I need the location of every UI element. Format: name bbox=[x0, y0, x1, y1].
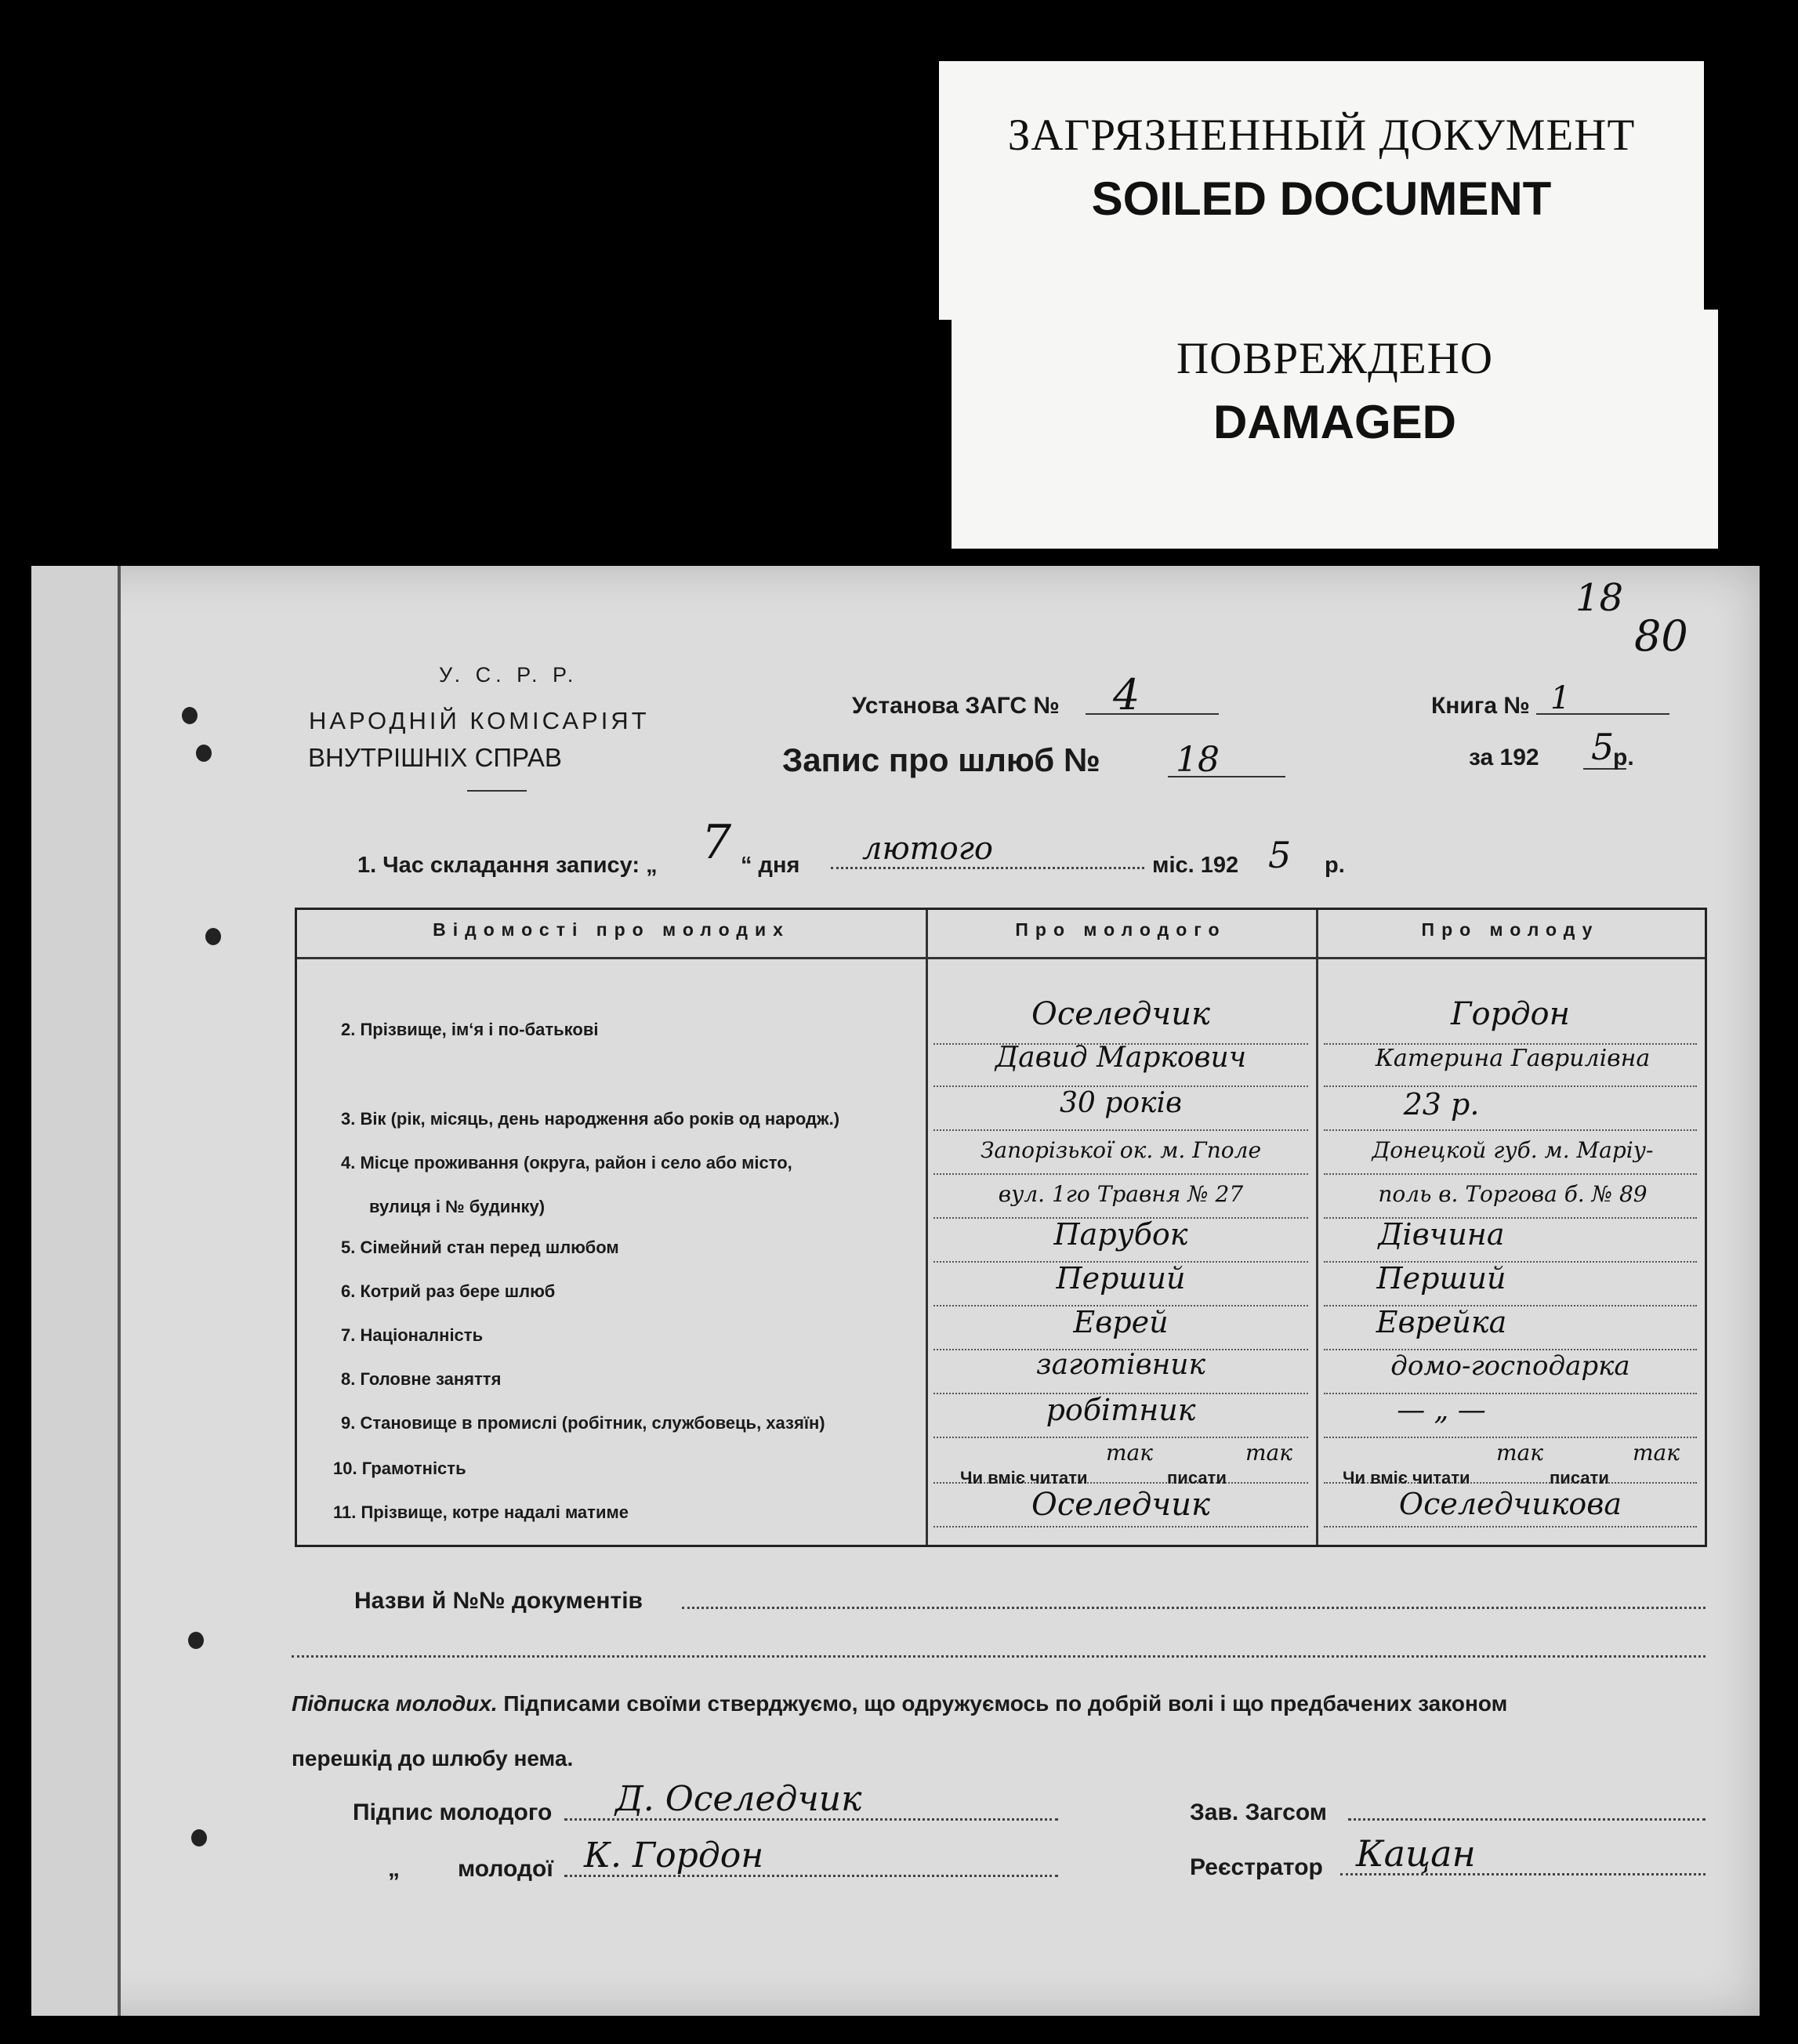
office-number-line bbox=[1086, 713, 1219, 715]
binding-hole bbox=[182, 707, 198, 724]
time-day-suffix: “ дня bbox=[741, 853, 800, 878]
bride-nationality: Еврейка bbox=[1376, 1305, 1507, 1339]
row-label-future-surname: 11. Прізвище, котре надалі матиме bbox=[333, 1502, 629, 1522]
pledge-block bbox=[292, 1691, 1707, 1716]
bride-signature-prefix: „ bbox=[388, 1856, 400, 1882]
book-number: 1 bbox=[1550, 680, 1571, 716]
soiled-label-en: SOILED DOCUMENT bbox=[1091, 172, 1552, 225]
time-day: 7 bbox=[701, 815, 732, 870]
groom-signature: Д. Оселедчик bbox=[615, 1779, 862, 1819]
binding-hole bbox=[188, 1632, 204, 1649]
bride-signature-label: молодої bbox=[458, 1856, 553, 1882]
row-label-position: 9. Становище в промислі (робітник, службовець, хазяїн) bbox=[341, 1413, 825, 1433]
year-suffix: р. bbox=[1613, 745, 1634, 770]
soiled-document-sticker bbox=[939, 61, 1704, 320]
record-number-line bbox=[1168, 776, 1285, 777]
groom-position: робітник bbox=[1046, 1393, 1196, 1427]
republic-abbrev: У. С. Р. Р. bbox=[439, 663, 578, 687]
groom-given-name: Давид Маркович bbox=[995, 1042, 1247, 1074]
documents-label: Назви й №№ документів bbox=[354, 1588, 643, 1614]
row-line bbox=[933, 1173, 1308, 1175]
book-number-line bbox=[1536, 713, 1669, 715]
groom-occupation: заготівник bbox=[1036, 1349, 1205, 1381]
groom-write-value: так bbox=[1245, 1440, 1292, 1466]
bride-future-surname: Оселедчикова bbox=[1398, 1487, 1622, 1521]
row-line bbox=[933, 1437, 1308, 1438]
groom-residence-1: Запорізької ок. м. Гполе bbox=[980, 1137, 1262, 1163]
groom-signature-line bbox=[564, 1818, 1058, 1821]
bride-read-label: Чи вміє читати bbox=[1343, 1468, 1470, 1488]
damaged-label-ru: ПОВРЕЖДЕНО bbox=[1176, 334, 1493, 383]
bride-read-value: так bbox=[1496, 1440, 1543, 1466]
bride-given-name: Катерина Гаврилівна bbox=[1375, 1045, 1651, 1072]
soiled-label-ru: ЗАГРЯЗНЕННЫЙ ДОКУМЕНТ bbox=[1007, 111, 1636, 160]
time-suffix: р. bbox=[1325, 853, 1345, 878]
documents-line-2 bbox=[292, 1655, 1706, 1658]
time-month-line bbox=[831, 867, 1144, 869]
row-label-marriage-count: 6. Котрий раз бере шлюб bbox=[341, 1281, 556, 1301]
groom-write-label: писати bbox=[1167, 1468, 1227, 1488]
groom-nationality: Еврей bbox=[1073, 1305, 1169, 1339]
bride-write-label: писати bbox=[1550, 1468, 1609, 1488]
groom-future-surname: Оселедчик bbox=[1031, 1487, 1210, 1523]
groom-surname: Оселедчик bbox=[1031, 996, 1210, 1032]
registrar-signature: Кацан bbox=[1356, 1832, 1476, 1875]
column-header-groom: Про молодого bbox=[1015, 919, 1227, 940]
bride-residence-2: поль в. Торгова б. № 89 bbox=[1378, 1181, 1648, 1207]
folio-number: 18 bbox=[1575, 576, 1624, 620]
record-title: Запис про шлюб № bbox=[782, 741, 1100, 778]
time-year: 5 bbox=[1268, 834, 1292, 876]
bride-occupation: домо-господарка bbox=[1390, 1350, 1630, 1382]
time-month-suffix: міс. 192 bbox=[1152, 853, 1239, 878]
pledge-text-2: перешкід до шлюбу нема. bbox=[292, 1746, 574, 1770]
groom-marital-status: Парубок bbox=[1053, 1217, 1188, 1252]
row-label-status: 5. Сімейний стан перед шлюбом bbox=[341, 1238, 619, 1257]
row-label-age: 3. Вік (рік, місяць, день народження або років од народж.) bbox=[341, 1109, 840, 1129]
binding-hole bbox=[191, 1829, 207, 1846]
damaged-document-sticker bbox=[952, 310, 1718, 549]
binding-strip bbox=[31, 566, 121, 2016]
office-number: 4 bbox=[1113, 670, 1140, 719]
row-line bbox=[1324, 1173, 1697, 1175]
year-value: 5 bbox=[1591, 726, 1615, 768]
groom-age: 30 років bbox=[1060, 1087, 1182, 1119]
spouses-table bbox=[295, 908, 1707, 1547]
groom-read-value: так bbox=[1106, 1440, 1153, 1466]
bride-signature-line bbox=[564, 1875, 1058, 1877]
commissariat-line1: НАРОДНІЙ КОМІСАРІЯТ bbox=[309, 707, 650, 734]
book-label: Книга № bbox=[1431, 693, 1530, 719]
binding-hole bbox=[196, 745, 212, 762]
row-label-name: 2. Прізвище, ім‘я і по-батькові bbox=[341, 1020, 599, 1039]
record-number: 18 bbox=[1176, 740, 1220, 780]
column-divider bbox=[926, 910, 928, 1545]
zags-head-line bbox=[1348, 1818, 1706, 1821]
office-label: Установа ЗАГС № bbox=[852, 693, 1060, 719]
groom-marriage-count: Перший bbox=[1056, 1261, 1186, 1296]
bride-age: 23 р. bbox=[1403, 1087, 1480, 1122]
registrar-label: Реєстратор bbox=[1190, 1854, 1323, 1880]
row-line bbox=[933, 1526, 1308, 1528]
zags-head-label: Зав. Загсом bbox=[1190, 1799, 1327, 1825]
groom-residence-2: вул. 1го Травня № 27 bbox=[998, 1181, 1244, 1207]
row-label-residence-2: вулиця і № будинку) bbox=[369, 1197, 546, 1216]
bride-marriage-count: Перший bbox=[1376, 1261, 1506, 1296]
pledge-text: Підписами своїми стверджуємо, що одружуємось по добрій волі і що предбачених законом bbox=[503, 1691, 1508, 1716]
row-line bbox=[933, 1129, 1308, 1131]
bride-write-value: так bbox=[1633, 1440, 1680, 1466]
damaged-label-en: DAMAGED bbox=[1213, 396, 1456, 448]
groom-signature-label: Підпис молодого bbox=[353, 1799, 553, 1825]
time-label: 1. Час складання запису: „ bbox=[357, 853, 658, 878]
header-separator bbox=[297, 957, 1705, 959]
time-month: лютого bbox=[862, 831, 993, 867]
commissariat-line2: ВНУТРІШНІХ СПРАВ bbox=[308, 743, 562, 772]
row-line bbox=[1324, 1129, 1697, 1131]
header-rule bbox=[467, 790, 527, 792]
registrar-line bbox=[1340, 1873, 1706, 1875]
groom-read-label: Чи вміє читати bbox=[960, 1468, 1088, 1488]
bride-residence-1: Донецкой губ. м. Маріу- bbox=[1372, 1137, 1654, 1163]
bride-position: — „ — bbox=[1397, 1394, 1486, 1426]
bride-signature: К. Гордон bbox=[584, 1836, 764, 1875]
column-divider bbox=[1316, 910, 1318, 1545]
bride-marital-status: Дівчина bbox=[1378, 1217, 1505, 1252]
row-label-nationality: 7. Націоналність bbox=[341, 1325, 484, 1345]
folio-number-alt: 80 bbox=[1634, 611, 1688, 661]
row-label-residence: 4. Місце проживання (округа, район і село або місто, bbox=[341, 1153, 792, 1172]
bride-surname: Гордон bbox=[1451, 996, 1570, 1032]
column-header-info: Відомості про молодих bbox=[433, 919, 790, 940]
row-line bbox=[1324, 1526, 1697, 1528]
row-label-literacy: 10. Грамотність bbox=[333, 1459, 466, 1478]
column-header-bride: Про молоду bbox=[1421, 919, 1600, 940]
pledge-lead: Підписка молодих. bbox=[292, 1691, 498, 1716]
year-prefix: за 192 bbox=[1469, 745, 1539, 770]
row-line bbox=[1324, 1437, 1697, 1438]
row-label-occupation: 8. Головне заняття bbox=[341, 1369, 502, 1389]
documents-line bbox=[682, 1607, 1706, 1609]
binding-hole bbox=[205, 928, 221, 945]
